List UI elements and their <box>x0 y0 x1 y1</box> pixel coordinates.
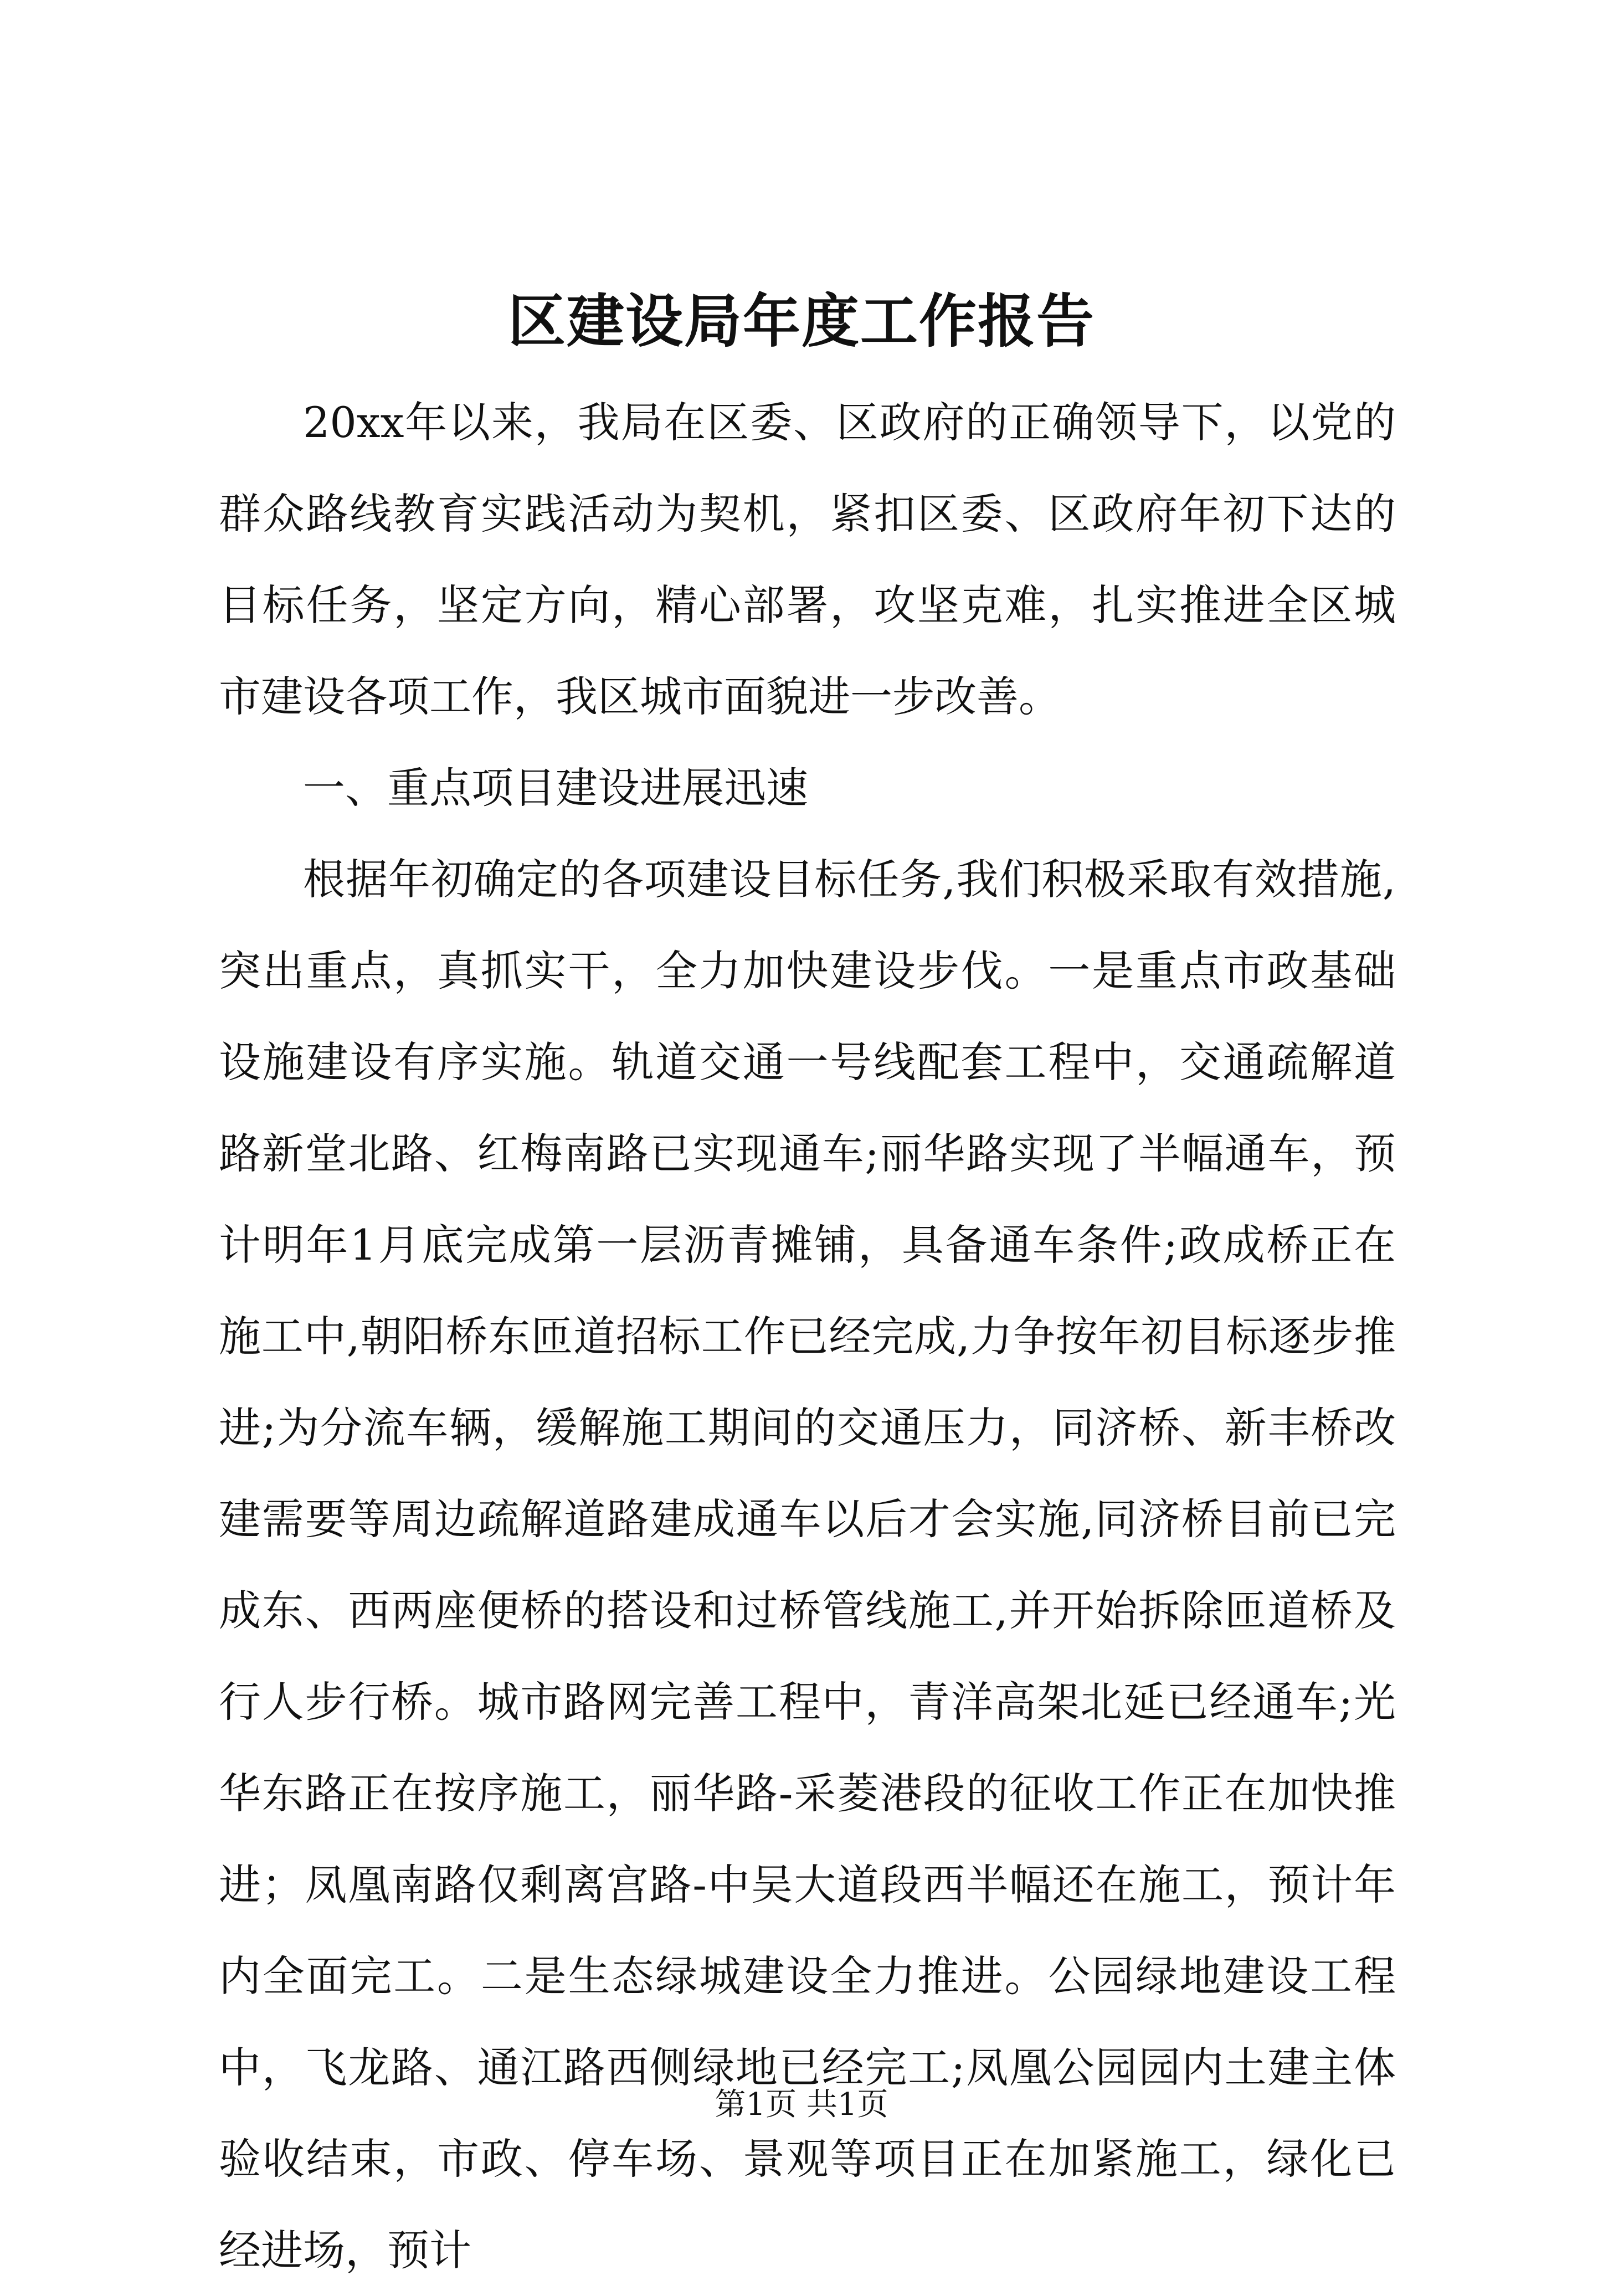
section-heading: 一、重点项目建设进展迅速 <box>303 763 808 813</box>
intro-paragraph: 20xx年以来，我局在区委、区政府的正确领导下，以党的群众路线教育实践活动为契机，紧扣区委、区政府年初下达的目标任务，坚定方向，精心部署，攻坚克难，扎实推进全区城市建设各项工作，我区城市面貌进一步改善。 <box>219 398 1396 721</box>
section-paragraph: 根据年初确定的各项建设目标任务,我们积极采取有效措施,突出重点，真抓实干，全力加快建设步伐。一是重点市政基础设施建设有序实施。轨道交通一号线配套工程中，交通疏解道路新堂北路、红梅南路已实现通车;丽华路实现了半幅通车，预计明年1月底完成第一层沥青摊铺，具备通车条件;政成桥正在施工中,朝阳桥东匝道招标工作已经完成,力争按年初目标逐步推进;为分流车辆，缓解施工期间的交通压力，同济桥、新丰桥改建需要等周边疏解道路建成通车以后才会实施,同济桥目前已完成东、西两座便桥的搭设和过桥管线施工,并开始拆除匝道桥及行人步行桥。城市路网完善工程中，青洋高架北延已经通车;光华东路正在按序施工，丽华路-采菱港段的征收工作正在加快推进；凤凰南路仅剩离宫路-中吴大道段西半幅还在施工，预计年内全面完工。二是生态绿城建设全力推进。公园绿地建设工程中，飞龙路、通江路西侧绿地已经完工;凤凰公园园内土建主体验收结束，市政、停车场、景观等项目正在加紧施工，绿化已经进场，预计 <box>219 855 1396 2275</box>
page-footer: 第1页 共1页 <box>715 2087 888 2123</box>
document-body <box>219 377 1396 2296</box>
document-title: 区建设局年度工作报告 <box>507 287 1095 355</box>
